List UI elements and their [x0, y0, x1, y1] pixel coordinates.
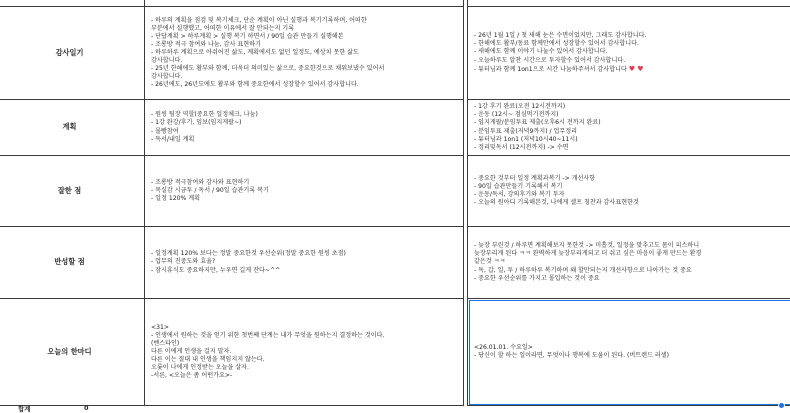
cell-line: - 당신이 할 하는 일이라면, 무엇이나 행복에 도움이 된다. (버트랜드 러셀)	[474, 352, 670, 359]
right-cell[interactable]	[468, 100, 790, 156]
cell-line: - 새해에도 함께 이야기 나눌수 있어서 감사합니다.	[474, 48, 608, 56]
cell-line: - 26년에도, 26년도에도 활부와 함께 중요한에서 성장할수 있어서 감사합니다.	[151, 81, 359, 89]
cell-line: - 정리및독서 (12시전까지) -> 수면	[474, 143, 569, 151]
right-cell[interactable]	[468, 7, 790, 100]
cell-line: - 중요한 우선순위를 가지고 몰입하는 것이 중요	[474, 274, 600, 282]
table-row	[0, 299, 790, 406]
cell-line: 다른 이에게 인생을 걸지 말자.	[151, 347, 232, 355]
cell-line: 같은것 ㅋㅋ	[474, 258, 506, 266]
right-cell[interactable]	[468, 227, 790, 299]
cell-line: - 오늘의 원아디 기록해본것, 나에게 셀프 칭찬과 감사표현한것	[474, 199, 639, 207]
cell-line: - 일정계획 120% 보다는 정말 중요한것 우선순위(정말 중요한 원씽 초점)	[151, 250, 346, 258]
cell-line: - 임지게팔/분임투표 제출(오후6시 전까지 완료)	[474, 119, 601, 127]
cell-line: - 운동 (12시~ 점심먹기전까지)	[474, 111, 559, 119]
cell-line: - 몰빵참여	[151, 127, 179, 135]
cell-line: - 1강 완강/후기, 임보(임지게팔~)	[151, 119, 242, 127]
cell-line: - 목실감 시금투 / 독서 / 90일 습관기록 복기	[151, 186, 269, 194]
cell-line: - 조롱방 적극참여와 감사와 표현하기	[151, 178, 250, 186]
table-row	[0, 100, 790, 156]
table-row	[0, 156, 790, 227]
row-label[interactable]: 감사일기	[0, 7, 145, 100]
cell-line: - 하루하루 계획으로 아쉬어진 삶도, 계획에서도 없던 일정도, 예상치 못한 삶도	[151, 48, 359, 56]
cell-line: - 튜터님과 1on1 (저녁10시40~11시)	[474, 135, 578, 143]
cell-line: - 운동/독서, 강의후기와 복기 투자	[474, 191, 565, 198]
cell-line: - 90일 습관만들기 기록해서 복기	[474, 182, 563, 190]
left-cell[interactable]	[145, 100, 464, 156]
cell-line: - 인생에서 원하는 것을 얻기 위한 첫번째 단계는 내가 무엇을 원하는지 결정하는 것이다.	[151, 331, 385, 339]
footer-value: 0	[84, 404, 89, 412]
row-label[interactable]: 반성할 점	[0, 227, 145, 299]
cell-line: - 독, 갑, 일, 투 / 하루하루 복기하며 왜 할만되는지 개선사항으로 나아가는 것 중요	[474, 266, 692, 274]
footer-label: 합계	[18, 405, 31, 413]
cell-text: - 튜터님과 함께 1on1으로 시간 나눔하주셔서 감사합니다	[474, 65, 627, 73]
right-cell[interactable]	[468, 156, 790, 227]
cell-line: 오롯이 나에게 인정받는 오늘을 살자.	[151, 364, 249, 372]
cell-line: - 늦장 부린것 / 하루면 계획해보지 못한것 -> 미흡것, 일정을 맞추고도 몸이 피스하니	[474, 242, 700, 250]
row-label[interactable]: 오늘의 한마디	[0, 299, 145, 406]
cell-line: - 25년 한해에도 활부와 함께, 더욱더 의미있는 삶으로, 중요한것으로 채워보냈수 있어서	[151, 65, 385, 73]
cell-line: - 독서/내일 계획	[151, 135, 195, 143]
footer-row	[0, 405, 790, 413]
cell-line: 다른 이는 절대 내 인생을 책임지지 않는다.	[151, 356, 265, 364]
cell-line: - 26년 1월 1일 / 첫 새해 눈은 수면이었지만, 그래도 감사합니다.	[474, 32, 647, 40]
cell-line: 부분에서 실행했고, 어떠한 이유에서 잘 안되는지 기록	[151, 24, 295, 32]
right-cell-selected[interactable]	[468, 299, 790, 406]
cell-line: (벤스타인)	[151, 339, 180, 347]
cell-line	[474, 65, 787, 74]
cell-line: - 오늘하루도 알찬 시간으로 투자할수 있어서 감사합니다.	[474, 56, 626, 64]
cell-line: -서른, <오늘은 좀 어떤가요>-	[151, 372, 233, 380]
cell-line: - 잠시휴식도 중요하지만, 누우면 길게 잔다~^^	[151, 266, 281, 274]
cell-line: - 중요한 것부터 일정 계획과복기 -> 개선사항	[474, 174, 596, 182]
cell-line: - 업무의 진중도와 효율?	[151, 258, 216, 266]
left-cell[interactable]	[145, 156, 464, 227]
row-label[interactable]: 잘한 점	[0, 156, 145, 227]
cell-line: - 한해에도 활부/동료 함께안에서 성장할수 있어서 감사합니다.	[474, 40, 639, 48]
left-cell[interactable]	[145, 299, 464, 406]
row-label[interactable]: 계획	[0, 100, 145, 156]
cell-line: 감사합니다.	[151, 73, 183, 81]
heart-icon: ♥ ♥	[628, 64, 644, 73]
cell-line: - 조롱방 적극 참여와 나눔, 감사 표현하기	[151, 40, 261, 48]
cell-line: - 원씽 팀장 역할(중요한 일정체크, 나눔)	[151, 111, 258, 119]
table-row	[0, 7, 790, 100]
cell-line: <31>	[151, 323, 169, 331]
cell-line: 감사합니다.	[151, 57, 183, 65]
left-cell[interactable]	[145, 227, 464, 299]
cell-line: <26.01.01. 수요일>	[474, 343, 533, 351]
cell-line: - 일정 120% 계획	[151, 195, 200, 203]
left-cell[interactable]	[145, 7, 464, 100]
cell-line: - 하루의 계획을 점검 및 복기체크, 단순 계획이 아닌 실행과 복기기록하며, 어떠한	[151, 16, 367, 24]
cell-line: - 분임투표 제출(저녁9까지) / 업무정리	[474, 127, 578, 135]
cell-line: - 단답계획 > 하루계획 > 실행 복기 하면서 / 90일 습관 만들기 실행해본	[151, 32, 344, 40]
cell-line: 늦장부리게 된다 ㅋㅋ 완벽하게 늦장부리게되고 더 쉬고 싶은 마음이 좋게 만드는 환경	[474, 250, 702, 258]
table-row	[0, 227, 790, 299]
cell-line: - 1강 후기 완료(오전 12시전까지)	[474, 103, 566, 111]
